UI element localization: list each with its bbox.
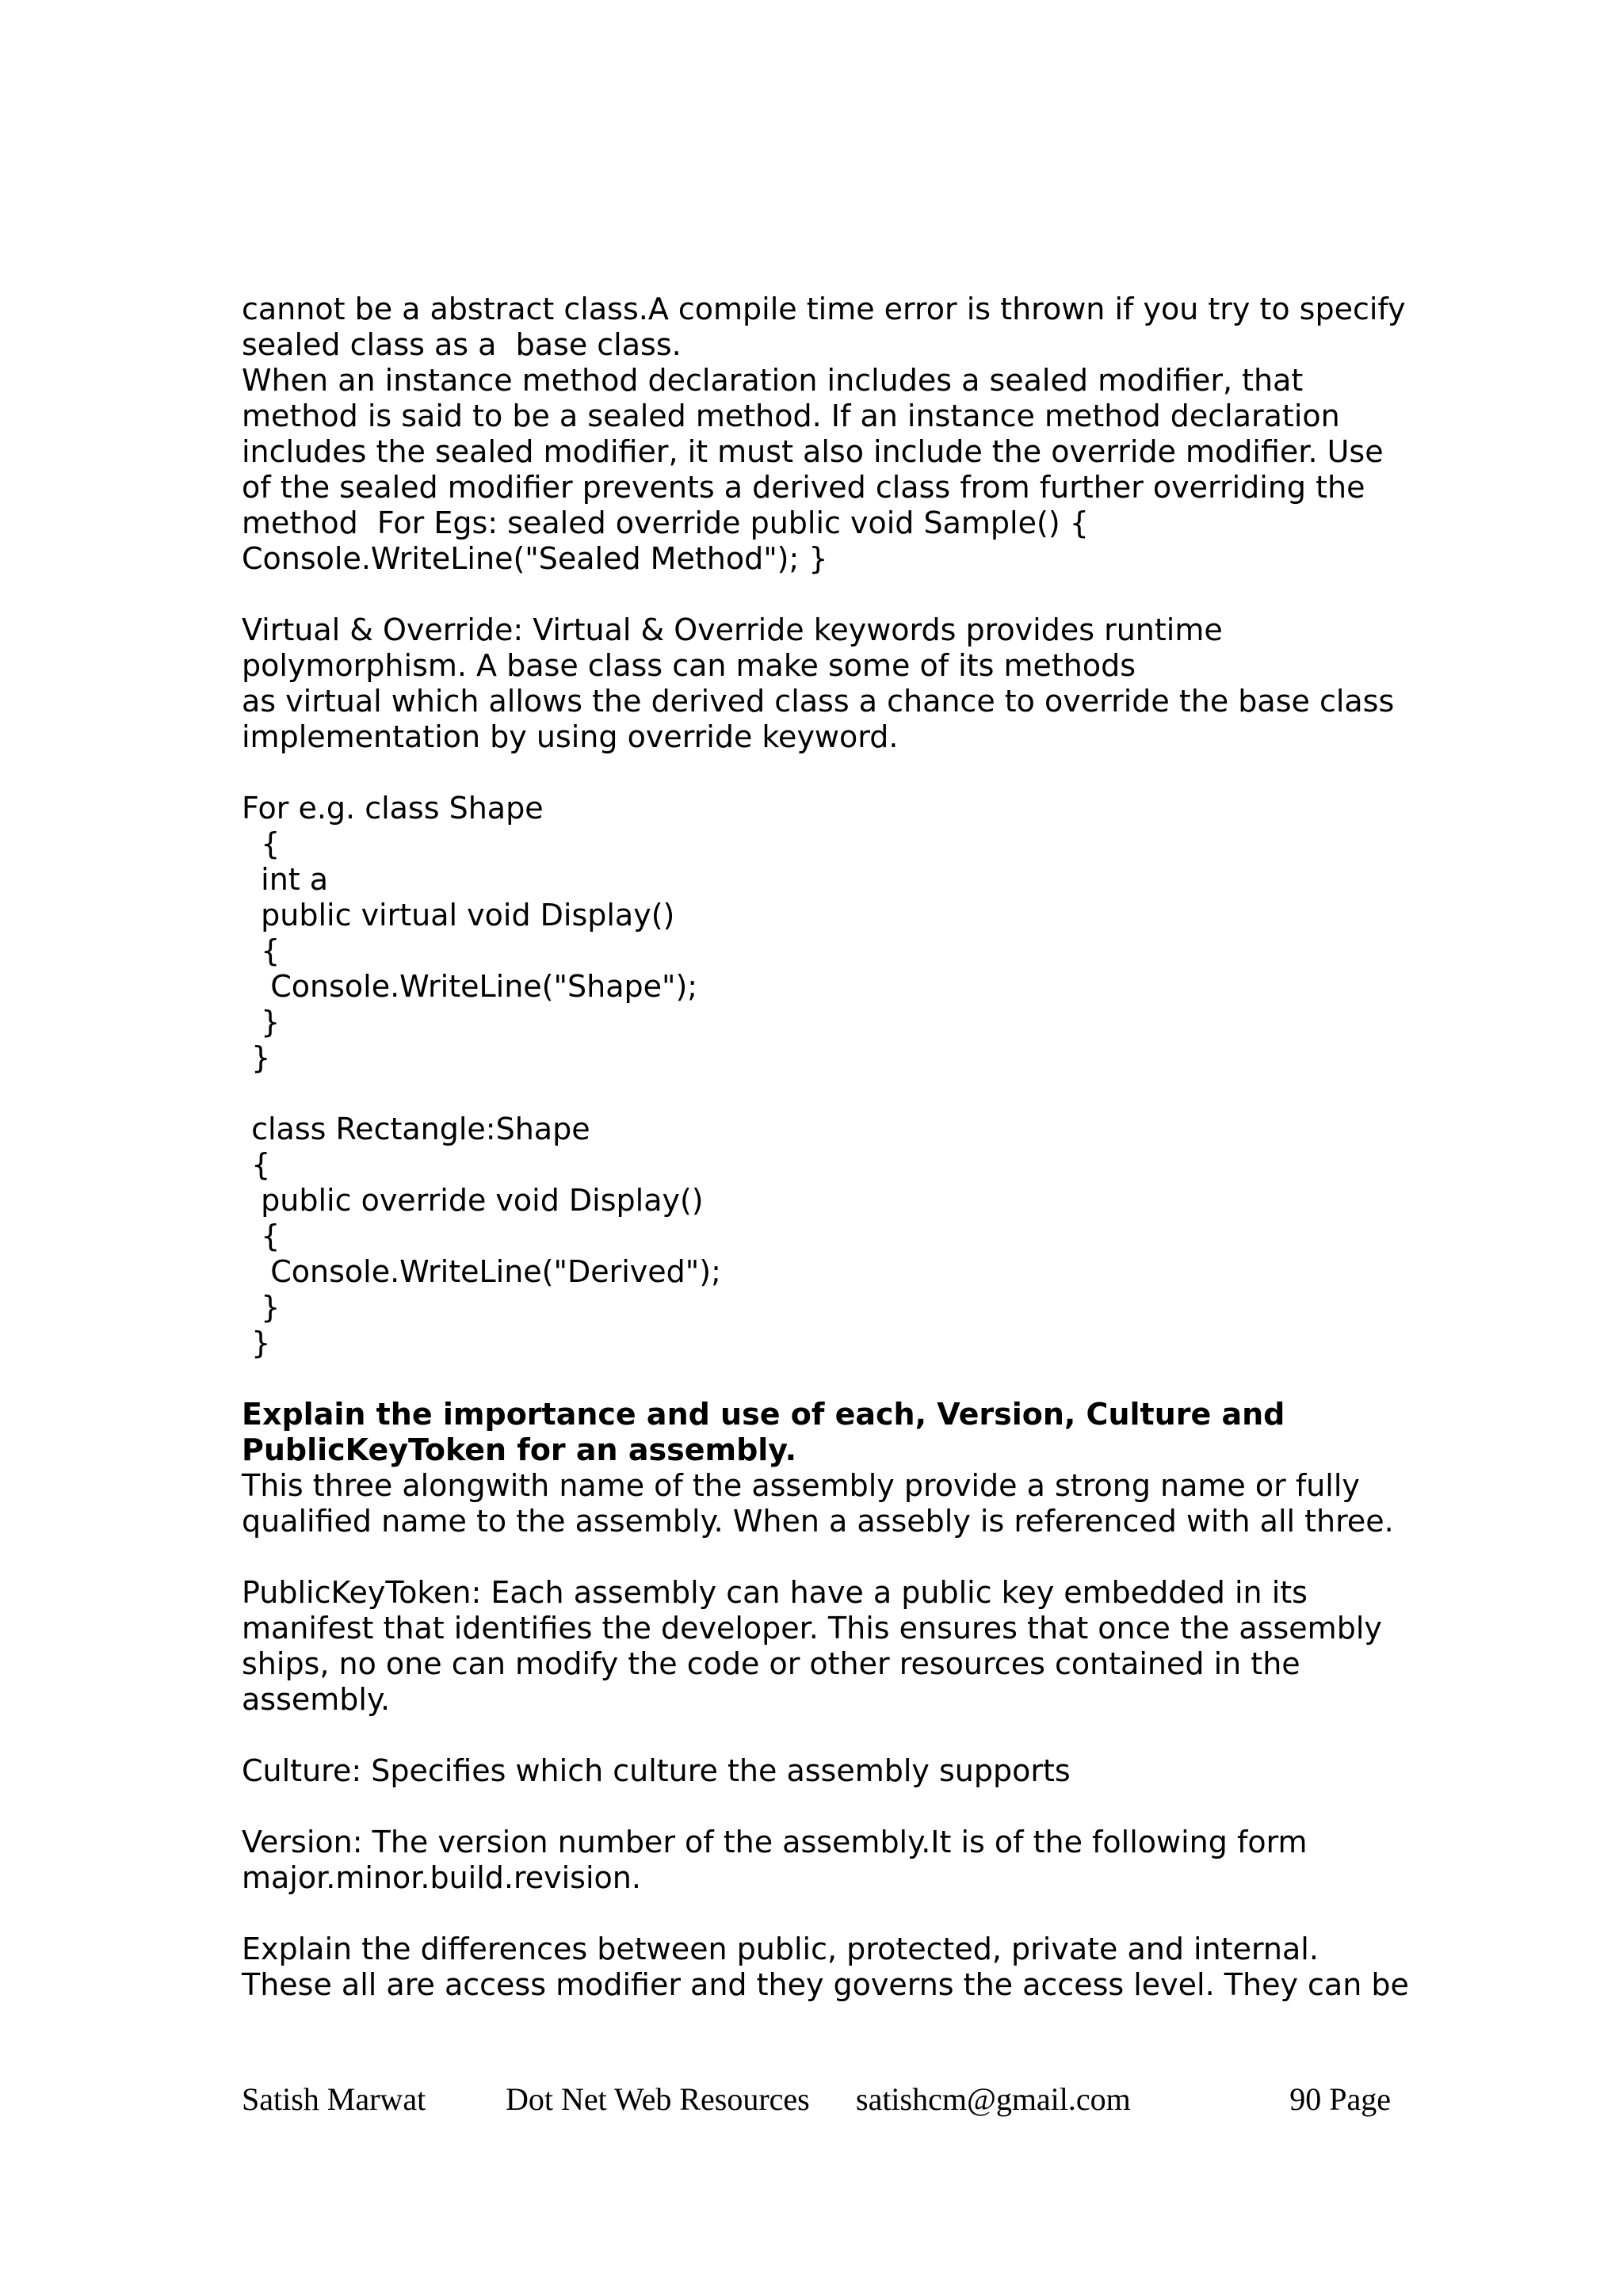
body-line: method is said to be a sealed method. If an instance method declaration [242, 399, 1340, 433]
code-line: { [242, 933, 281, 968]
section-heading: Explain the importance and use of each, Version, Culture and [242, 1397, 1285, 1432]
code-line: } [242, 1325, 271, 1360]
blank-line [242, 1896, 1407, 1932]
code-line: int a [242, 862, 329, 897]
code-line: { [242, 1147, 271, 1182]
body-line: This three alongwith name of the assembly provide a strong name or fully [242, 1468, 1360, 1503]
body-line: Version: The version number of the assembly.It is of the following form [242, 1825, 1308, 1859]
code-line: } [242, 1040, 271, 1075]
body-line: assembly. [242, 1682, 391, 1717]
blank-line [242, 1539, 1407, 1575]
body-line: These all are access modifier and they governs the access level. They can be [242, 1967, 1409, 2002]
body-line: major.minor.build.revision. [242, 1860, 641, 1895]
code-line: { [242, 826, 281, 861]
code-line: public virtual void Display() [242, 898, 675, 933]
footer-email: satishcm@gmail.com [856, 2081, 1131, 2117]
blank-line [242, 1076, 1407, 1112]
blank-line [242, 1789, 1407, 1825]
body-line: sealed class as a base class. [242, 327, 682, 362]
footer-title: Dot Net Web Resources [506, 2081, 810, 2117]
code-line: For e.g. class Shape [242, 791, 544, 826]
footer-author: Satish Marwat [242, 2081, 426, 2117]
body-line: When an instance method declaration includes a sealed modifier, that [242, 363, 1304, 398]
body-line: as virtual which allows the derived class a chance to override the base class [242, 684, 1395, 719]
body-line: PublicKeyToken: Each assembly can have a public key embedded in its [242, 1575, 1308, 1610]
blank-line [242, 755, 1407, 791]
body-line: includes the sealed modifier, it must also include the override modifier. Use [242, 434, 1384, 469]
body-line: of the sealed modifier prevents a derived class from further overriding the [242, 470, 1365, 505]
body-line: ships, no one can modify the code or other resources contained in the [242, 1646, 1300, 1681]
body-line: Explain the differences between public, protected, private and internal. [242, 1932, 1319, 1966]
blank-line [242, 1361, 1407, 1397]
code-line: public override void Display() [242, 1183, 704, 1218]
code-line: class Rectangle:Shape [242, 1112, 590, 1146]
body-line: Virtual & Override: Virtual & Override keywords provides runtime [242, 612, 1223, 647]
page-body [242, 292, 1407, 2003]
code-line: { [242, 1219, 281, 1253]
code-line: Console.WriteLine("Shape"); [242, 969, 698, 1004]
body-line: cannot be a abstract class.A compile time error is thrown if you try to specify [242, 292, 1406, 326]
body-line: qualified name to the assembly. When a assebly is referenced with all three. [242, 1504, 1394, 1539]
body-line: polymorphism. A base class can make some of its methods [242, 648, 1136, 683]
section-heading: PublicKeyToken for an assembly. [242, 1432, 797, 1467]
body-line: Culture: Specifies which culture the assembly supports [242, 1753, 1071, 1788]
blank-line [242, 1718, 1407, 1753]
footer-page-number: 90 Page [1289, 2081, 1391, 2117]
code-line: } [242, 1005, 281, 1039]
code-line: Console.WriteLine("Derived"); [242, 1254, 721, 1289]
body-line: implementation by using override keyword. [242, 719, 899, 754]
blank-line [242, 577, 1407, 612]
code-line: } [242, 1290, 281, 1325]
body-line: manifest that identifies the developer. This ensures that once the assembly [242, 1611, 1382, 1646]
page-footer [242, 2080, 1391, 2119]
body-line: Console.WriteLine("Sealed Method"); } [242, 541, 828, 576]
body-line: method For Egs: sealed override public void Sample() { [242, 505, 1089, 540]
